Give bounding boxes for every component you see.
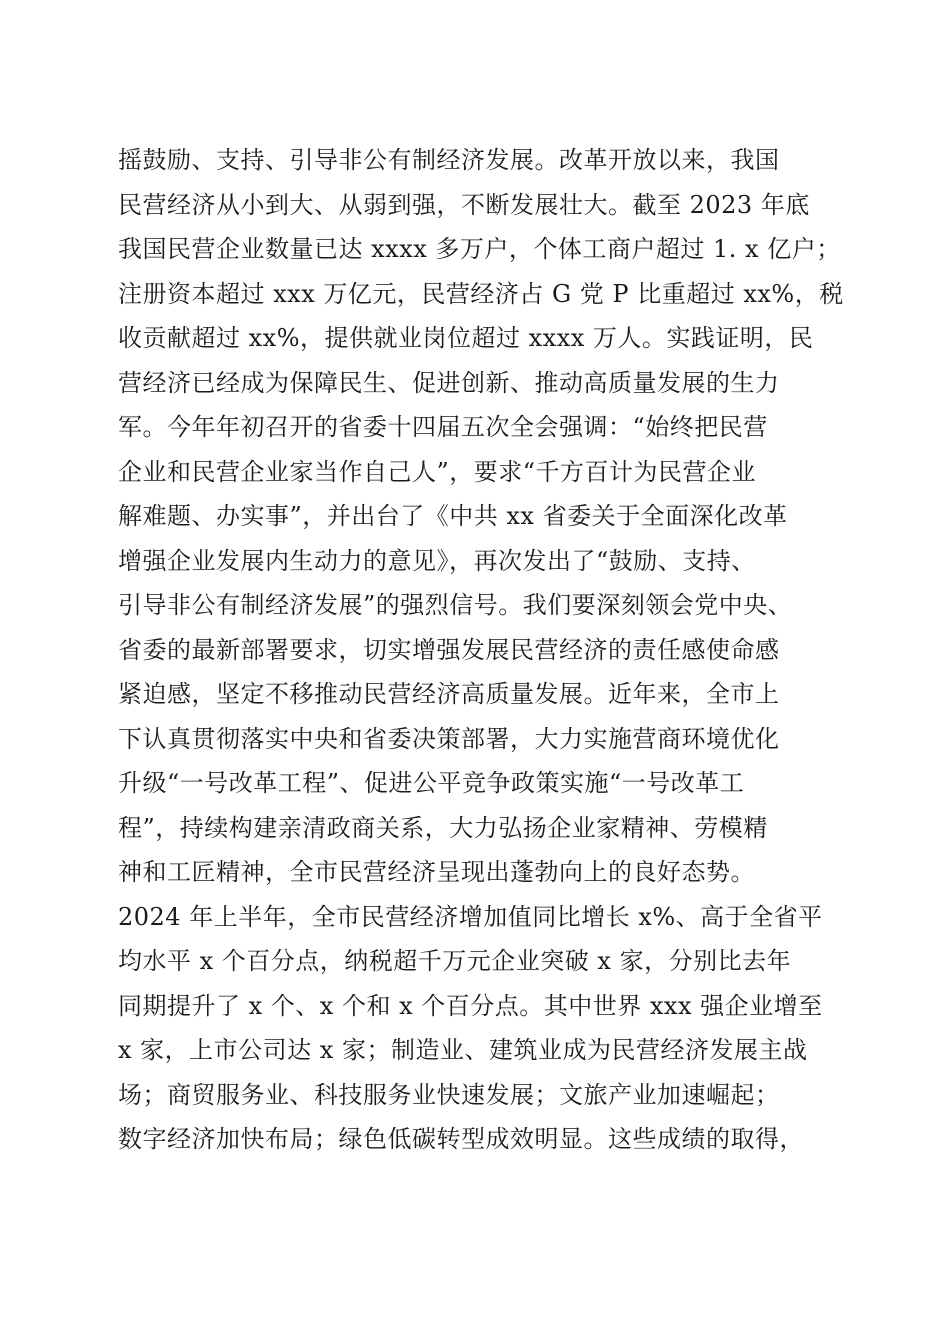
text-line: 数字经济加快布局；绿色低碳转型成效明显。这些成绩的取得，	[118, 1125, 804, 1153]
text-line: 解难题、办实事”，并出台了《中共 xx 省委关于全面深化改革	[118, 502, 788, 530]
text-line: x 家，上市公司达 x 家；制造业、建筑业成为民营经济发展主战	[118, 1036, 808, 1064]
text-line: 企业和民营企业家当作自己人”，要求“千方百计为民营企业	[118, 457, 757, 486]
text-line: 收贡献超过 xx%，提供就业岗位超过 xxxx 万人。实践证明，民	[118, 324, 814, 352]
text-line: 下认真贯彻落实中央和省委决策部署，大力实施营商环境优化	[118, 724, 780, 753]
text-line: 同期提升了 x 个、x 个和 x 个百分点。其中世界 xxx 强企业增至	[118, 991, 823, 1020]
text-line: 紧迫感，坚定不移推动民营经济高质量发展。近年来，全市上	[118, 680, 780, 708]
text-line: 引导非公有制经济发展”的强烈信号。我们要深刻领会党中央、	[118, 591, 793, 619]
text-line: 神和工匠精神，全市民营经济呈现出蓬勃向上的良好态势。	[118, 858, 755, 886]
text-line: 军。今年年初召开的省委十四届五次全会强调：“始终把民营	[118, 413, 768, 441]
text-line: 注册资本超过 xxx 万亿元，民营经济占 G 党 P 比重超过 xx%，税	[118, 279, 844, 308]
text-line: 民营经济从小到大、从弱到强，不断发展壮大。截至 2023 年底	[118, 190, 810, 219]
text-line: 省委的最新部署要求，切实增强发展民营经济的责任感使命感	[118, 635, 780, 664]
text-line: 营经济已经成为保障民生、促进创新、推动高质量发展的生力	[118, 368, 780, 397]
text-line: 2024 年上半年，全市民营经济增加值同比增长 x%、高于全省平	[118, 902, 823, 931]
text-line: 升级“一号改革工程”、促进公平竞争政策实施“一号改革工	[118, 769, 745, 797]
text-line: 摇鼓励、支持、引导非公有制经济发展。改革开放以来，我国	[118, 146, 780, 174]
text-line: 增强企业发展内生动力的意见》，再次发出了“鼓励、支持、	[118, 546, 756, 575]
body-text	[118, 138, 878, 1162]
text-line: 我国民营企业数量已达 xxxx 多万户，个体工商户超过 1. x 亿户；	[118, 235, 841, 263]
text-line: 程”，持续构建亲清政商关系，大力弘扬企业家精神、劳模精	[118, 813, 768, 842]
text-line: 场；商贸服务业、科技服务业快速发展；文旅产业加速崛起；	[118, 1080, 780, 1109]
text-line: 均水平 x 个百分点，纳税超千万元企业突破 x 家，分别比去年	[118, 947, 792, 975]
